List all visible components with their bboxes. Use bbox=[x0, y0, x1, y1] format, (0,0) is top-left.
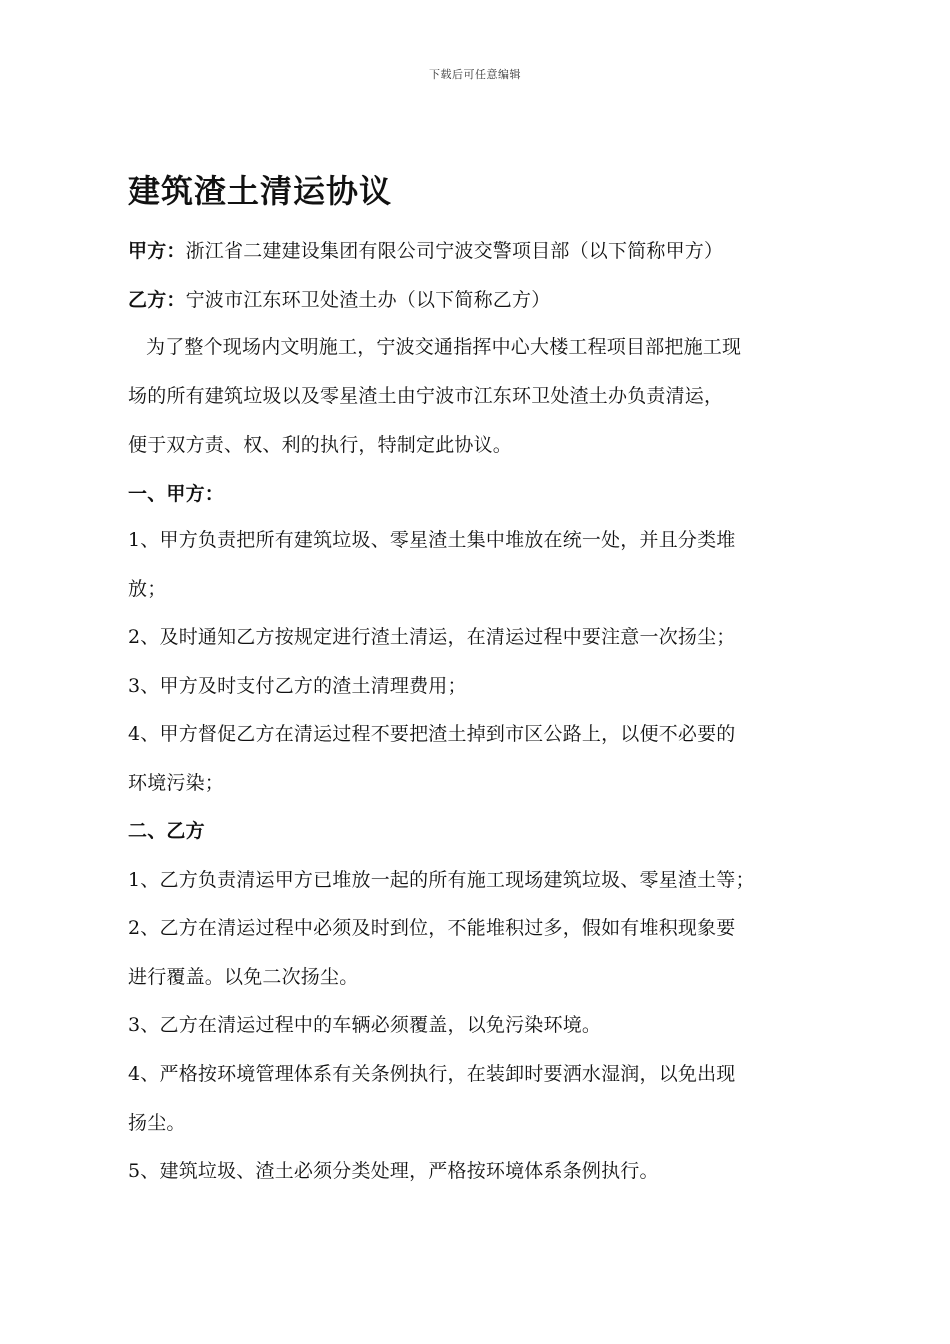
intro-line-1: 为了整个现场内文明施工，宁波交通指挥中心大楼工程项目部把施工现 bbox=[146, 336, 742, 358]
section-b-item-1: 1、乙方负责清运甲方已堆放一起的所有施工现场建筑垃圾、零星渣土等； bbox=[128, 869, 755, 891]
party-b-line bbox=[128, 285, 838, 312]
section-b-item-3: 3、乙方在清运过程中的车辆必须覆盖，以免污染环境。 bbox=[128, 1014, 602, 1036]
section-b-item-2-line-1: 2、乙方在清运过程中必须及时到位，不能堆积过多，假如有堆积现象要 bbox=[128, 917, 736, 939]
section-a-item-1-line-2: 放； bbox=[128, 578, 167, 600]
party-b-label: 乙方： bbox=[128, 289, 186, 311]
section-b-item-5: 5、建筑垃圾、渣土必须分类处理，严格按环境体系条例执行。 bbox=[128, 1160, 659, 1182]
party-a-label: 甲方： bbox=[128, 240, 186, 262]
section-a-heading: 一、甲方： bbox=[128, 483, 225, 505]
section-b-item-4-line-2: 扬尘。 bbox=[128, 1112, 186, 1134]
section-b-heading: 二、乙方 bbox=[128, 820, 205, 842]
section-a-item-3: 3、甲方及时支付乙方的渣土清理费用； bbox=[128, 675, 467, 697]
section-a-item-4-line-1: 4、甲方督促乙方在清运过程不要把渣土掉到市区公路上，以便不必要的 bbox=[128, 723, 736, 745]
section-a-item-2: 2、及时通知乙方按规定进行渣土清运，在清运过程中要注意一次扬尘； bbox=[128, 626, 736, 648]
section-b-item-4-line-1: 4、严格按环境管理体系有关条例执行，在装卸时要洒水湿润，以免出现 bbox=[128, 1063, 736, 1085]
party-b-text: 宁波市江东环卫处渣土办（以下简称乙方） bbox=[185, 289, 551, 311]
page-header-note: 下载后可任意编辑 bbox=[429, 68, 521, 81]
section-a-item-1-line-1: 1、甲方负责把所有建筑垃圾、零星渣土集中堆放在统一处，并且分类堆 bbox=[128, 529, 736, 551]
party-a-text: 浙江省二建建设集团有限公司宁波交警项目部（以下简称甲方） bbox=[185, 240, 724, 262]
intro-line-2: 场的所有建筑垃圾以及零星渣土由宁波市江东环卫处渣土办负责清运， bbox=[128, 385, 724, 407]
party-a-line bbox=[128, 236, 838, 263]
intro-line-3: 便于双方责、权、利的执行，特制定此协议。 bbox=[128, 434, 513, 456]
section-a-item-4-line-2: 环境污染； bbox=[128, 772, 225, 794]
section-b-item-2-line-2: 进行覆盖。以免二次扬尘。 bbox=[128, 966, 359, 988]
document-title: 建筑渣土清运协议 bbox=[128, 172, 393, 210]
